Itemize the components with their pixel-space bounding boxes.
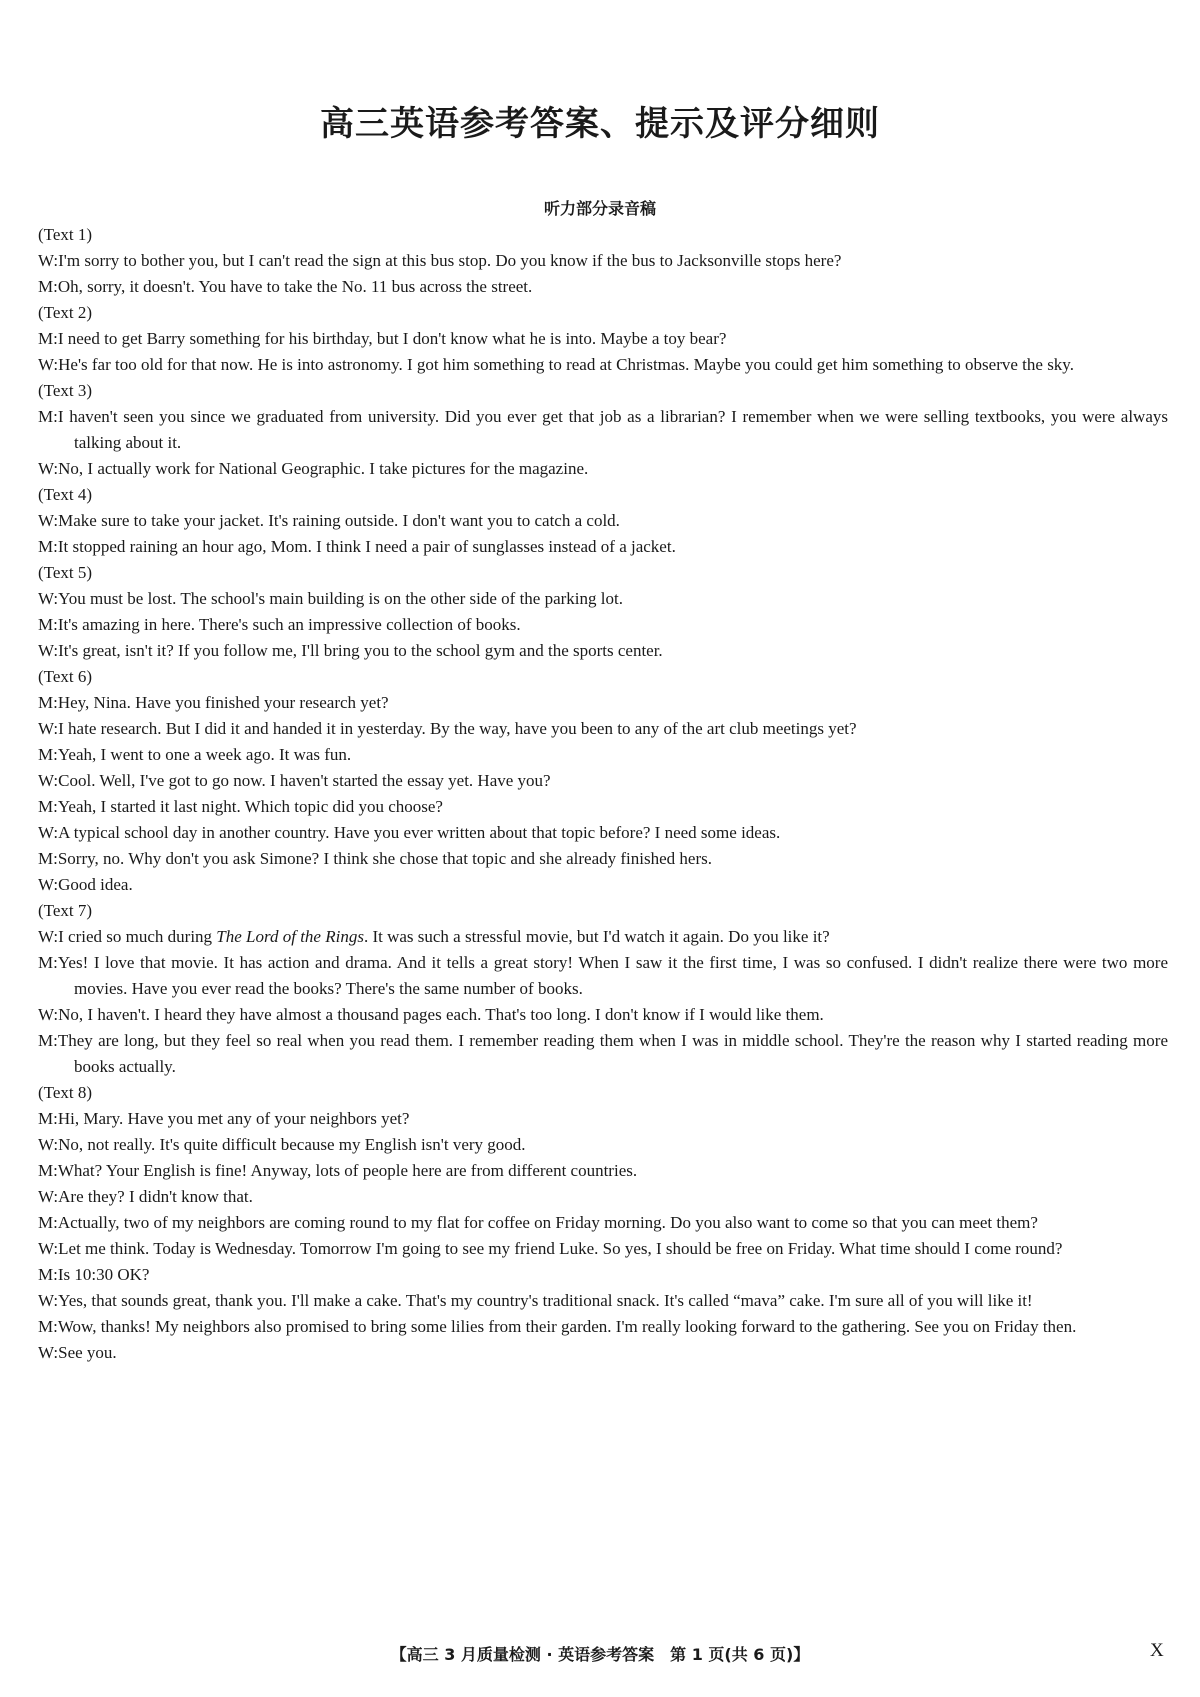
speaker-label: M: (38, 745, 58, 764)
text-header-label: (Text 6) (38, 667, 93, 686)
dialogue-line (38, 1314, 1168, 1340)
speaker-label: M: (38, 537, 58, 556)
dialogue-text: I'm sorry to bother you, but I can't read the sign at this bus stop. Do you know if the bus to Jacksonville stops here? (58, 251, 842, 270)
dialogue-text: Yeah, I went to one a week ago. It was fun. (57, 745, 352, 764)
speaker-label: M: (38, 849, 58, 868)
dialogue-line (38, 638, 1168, 664)
dialogue-line (38, 352, 1168, 378)
dialogue-line (38, 768, 1168, 794)
dialogue-line (38, 1236, 1168, 1262)
dialogue-line (38, 1184, 1168, 1210)
dialogue-text: Wow, thanks! My neighbors also promised to bring some lilies from their garden. I'm really looking forward to the gathering. See you on Friday then. (57, 1317, 1077, 1336)
dialogue-text: I need to get Barry something for his birthday, but I don't know what he is into. Maybe a toy bear? (57, 329, 727, 348)
dialogue-line (38, 404, 1168, 456)
dialogue-text: Oh, sorry, it doesn't. You have to take the No. 11 bus across the street. (57, 277, 533, 296)
text-header-label: (Text 7) (38, 901, 93, 920)
speaker-label: W: (38, 251, 59, 270)
dialogue-text: I hate research. But I did it and handed it in yesterday. By the way, have you been to any of the art club meetings yet? (58, 719, 857, 738)
text-header-label: (Text 5) (38, 563, 93, 582)
dialogue-text: He's far too old for that now. He is into astronomy. I got him something to read at Christmas. Maybe you could get him something to observe the sky. (58, 355, 1074, 374)
speaker-label: W: (38, 1343, 59, 1362)
speaker-label: M: (38, 953, 58, 972)
dialogue-line (38, 1158, 1168, 1184)
dialogue-line (38, 846, 1168, 872)
dialogue-text: No, I actually work for National Geographic. I take pictures for the magazine. (58, 459, 589, 478)
speaker-label: W: (38, 641, 59, 660)
footer-mark: X (1150, 1640, 1164, 1661)
text-section-header (38, 898, 1168, 924)
dialogue-text: Yes! I love that movie. It has action and drama. And it tells a great story! When I saw it the first time, I was so confused. I didn't realize there were two more movies. Have you ever read the books? There's the same number of books. (57, 953, 1168, 998)
dialogue-line (38, 924, 1168, 950)
text-section-header (38, 482, 1168, 508)
dialogue-text: Yes, that sounds great, thank you. I'll make a cake. That's my country's traditional snack. It's called “mava” cake. I'm sure all of you will like it! (58, 1291, 1033, 1310)
text-section-header (38, 378, 1168, 404)
speaker-label: W: (38, 1239, 59, 1258)
dialogue-text: . It was such a stressful movie, but I'd watch it again. Do you like it? (363, 927, 830, 946)
dialogue-line (38, 820, 1168, 846)
dialogue-line (38, 1106, 1168, 1132)
text-header-label: (Text 3) (38, 381, 93, 400)
speaker-label: M: (38, 407, 58, 426)
speaker-label: W: (38, 1005, 59, 1024)
dialogue-text: Hi, Mary. Have you met any of your neighbors yet? (57, 1109, 410, 1128)
dialogue-text: See you. (58, 1343, 117, 1362)
speaker-label: W: (38, 719, 59, 738)
speaker-label: W: (38, 823, 59, 842)
dialogue-text: Let me think. Today is Wednesday. Tomorrow I'm going to see my friend Luke. So yes, I should be free on Friday. What time should I come round? (58, 1239, 1063, 1258)
speaker-label: M: (38, 329, 58, 348)
dialogue-text: Actually, two of my neighbors are coming round to my flat for coffee on Friday morning. Do you also want to come so that you can meet them? (57, 1213, 1038, 1232)
dialogue-line (38, 1210, 1168, 1236)
dialogue-line (38, 326, 1168, 352)
speaker-label: M: (38, 1109, 58, 1128)
speaker-label: W: (38, 875, 59, 894)
dialogue-line (38, 1028, 1168, 1080)
speaker-label: M: (38, 693, 58, 712)
text-section-header (38, 1080, 1168, 1106)
dialogue-text: No, not really. It's quite difficult because my English isn't very good. (58, 1135, 526, 1154)
dialogue-line (38, 872, 1168, 898)
speaker-label: M: (38, 1213, 58, 1232)
speaker-label: W: (38, 1135, 59, 1154)
dialogue-text: What? Your English is fine! Anyway, lots of people here are from different countries. (57, 1161, 638, 1180)
speaker-label: W: (38, 355, 59, 374)
speaker-label: M: (38, 797, 58, 816)
dialogue-line (38, 742, 1168, 768)
dialogue-line (38, 1340, 1168, 1366)
dialogue-text: They are long, but they feel so real when you read them. I remember reading them when I was in middle school. They're the reason why I started reading more books actually. (57, 1031, 1168, 1076)
speaker-label: W: (38, 771, 59, 790)
speaker-label: M: (38, 277, 58, 296)
dialogue-text: You must be lost. The school's main building is on the other side of the parking lot. (58, 589, 623, 608)
dialogue-text: I cried so much during (58, 927, 217, 946)
book-title: The Lord of the Rings (216, 927, 364, 946)
dialogue-line (38, 690, 1168, 716)
dialogue-text: I haven't seen you since we graduated from university. Did you ever get that job as a librarian? I remember when we were selling textbooks, you were always talking about it. (57, 407, 1168, 452)
dialogue-text: Are they? I didn't know that. (58, 1187, 253, 1206)
dialogue-line (38, 1002, 1168, 1028)
speaker-label: M: (38, 615, 58, 634)
dialogue-line (38, 456, 1168, 482)
speaker-label: W: (38, 1291, 59, 1310)
dialogue-line (38, 716, 1168, 742)
page-title: 高三英语参考答案、提示及评分细则 (320, 104, 880, 144)
speaker-label: W: (38, 589, 59, 608)
speaker-label: W: (38, 459, 59, 478)
dialogue-line (38, 1262, 1168, 1288)
text-section-header (38, 664, 1168, 690)
text-header-label: (Text 8) (38, 1083, 93, 1102)
dialogue-line (38, 508, 1168, 534)
dialogue-text: Good idea. (58, 875, 133, 894)
dialogue-text: It stopped raining an hour ago, Mom. I think I need a pair of sunglasses instead of a jacket. (57, 537, 676, 556)
dialogue-text: Sorry, no. Why don't you ask Simone? I think she chose that topic and she already finished hers. (57, 849, 712, 868)
dialogue-text: It's great, isn't it? If you follow me, I'll bring you to the school gym and the sports center. (58, 641, 663, 660)
dialogue-line (38, 586, 1168, 612)
page-footer: 【高三 3 月质量检测 · 英语参考答案 第 1 页(共 6 页)】 (390, 1645, 810, 1664)
dialogue-line (38, 612, 1168, 638)
transcript-body (38, 222, 1168, 1366)
dialogue-line (38, 1132, 1168, 1158)
section-title: 听力部分录音稿 (543, 199, 656, 218)
speaker-label: W: (38, 511, 59, 530)
dialogue-line (38, 534, 1168, 560)
dialogue-text: Make sure to take your jacket. It's raining outside. I don't want you to catch a cold. (58, 511, 620, 530)
dialogue-text: Is 10:30 OK? (57, 1265, 150, 1284)
dialogue-line (38, 248, 1168, 274)
text-section-header (38, 300, 1168, 326)
dialogue-text: Cool. Well, I've got to go now. I haven't started the essay yet. Have you? (58, 771, 551, 790)
dialogue-text: No, I haven't. I heard they have almost a thousand pages each. That's too long. I don't know if I would like them. (58, 1005, 824, 1024)
dialogue-line (38, 794, 1168, 820)
speaker-label: W: (38, 927, 59, 946)
speaker-label: M: (38, 1317, 58, 1336)
dialogue-text: It's amazing in here. There's such an impressive collection of books. (57, 615, 521, 634)
dialogue-line (38, 950, 1168, 1002)
text-header-label: (Text 4) (38, 485, 93, 504)
dialogue-text: Yeah, I started it last night. Which topic did you choose? (57, 797, 443, 816)
speaker-label: M: (38, 1265, 58, 1284)
dialogue-text: A typical school day in another country. Have you ever written about that topic before? I need some ideas. (58, 823, 781, 842)
dialogue-line (38, 274, 1168, 300)
text-header-label: (Text 2) (38, 303, 93, 322)
dialogue-text: Hey, Nina. Have you finished your research yet? (57, 693, 389, 712)
speaker-label: W: (38, 1187, 59, 1206)
text-section-header (38, 560, 1168, 586)
speaker-label: M: (38, 1161, 58, 1180)
text-section-header (38, 222, 1168, 248)
text-header-label: (Text 1) (38, 225, 93, 244)
speaker-label: M: (38, 1031, 58, 1050)
dialogue-line (38, 1288, 1168, 1314)
